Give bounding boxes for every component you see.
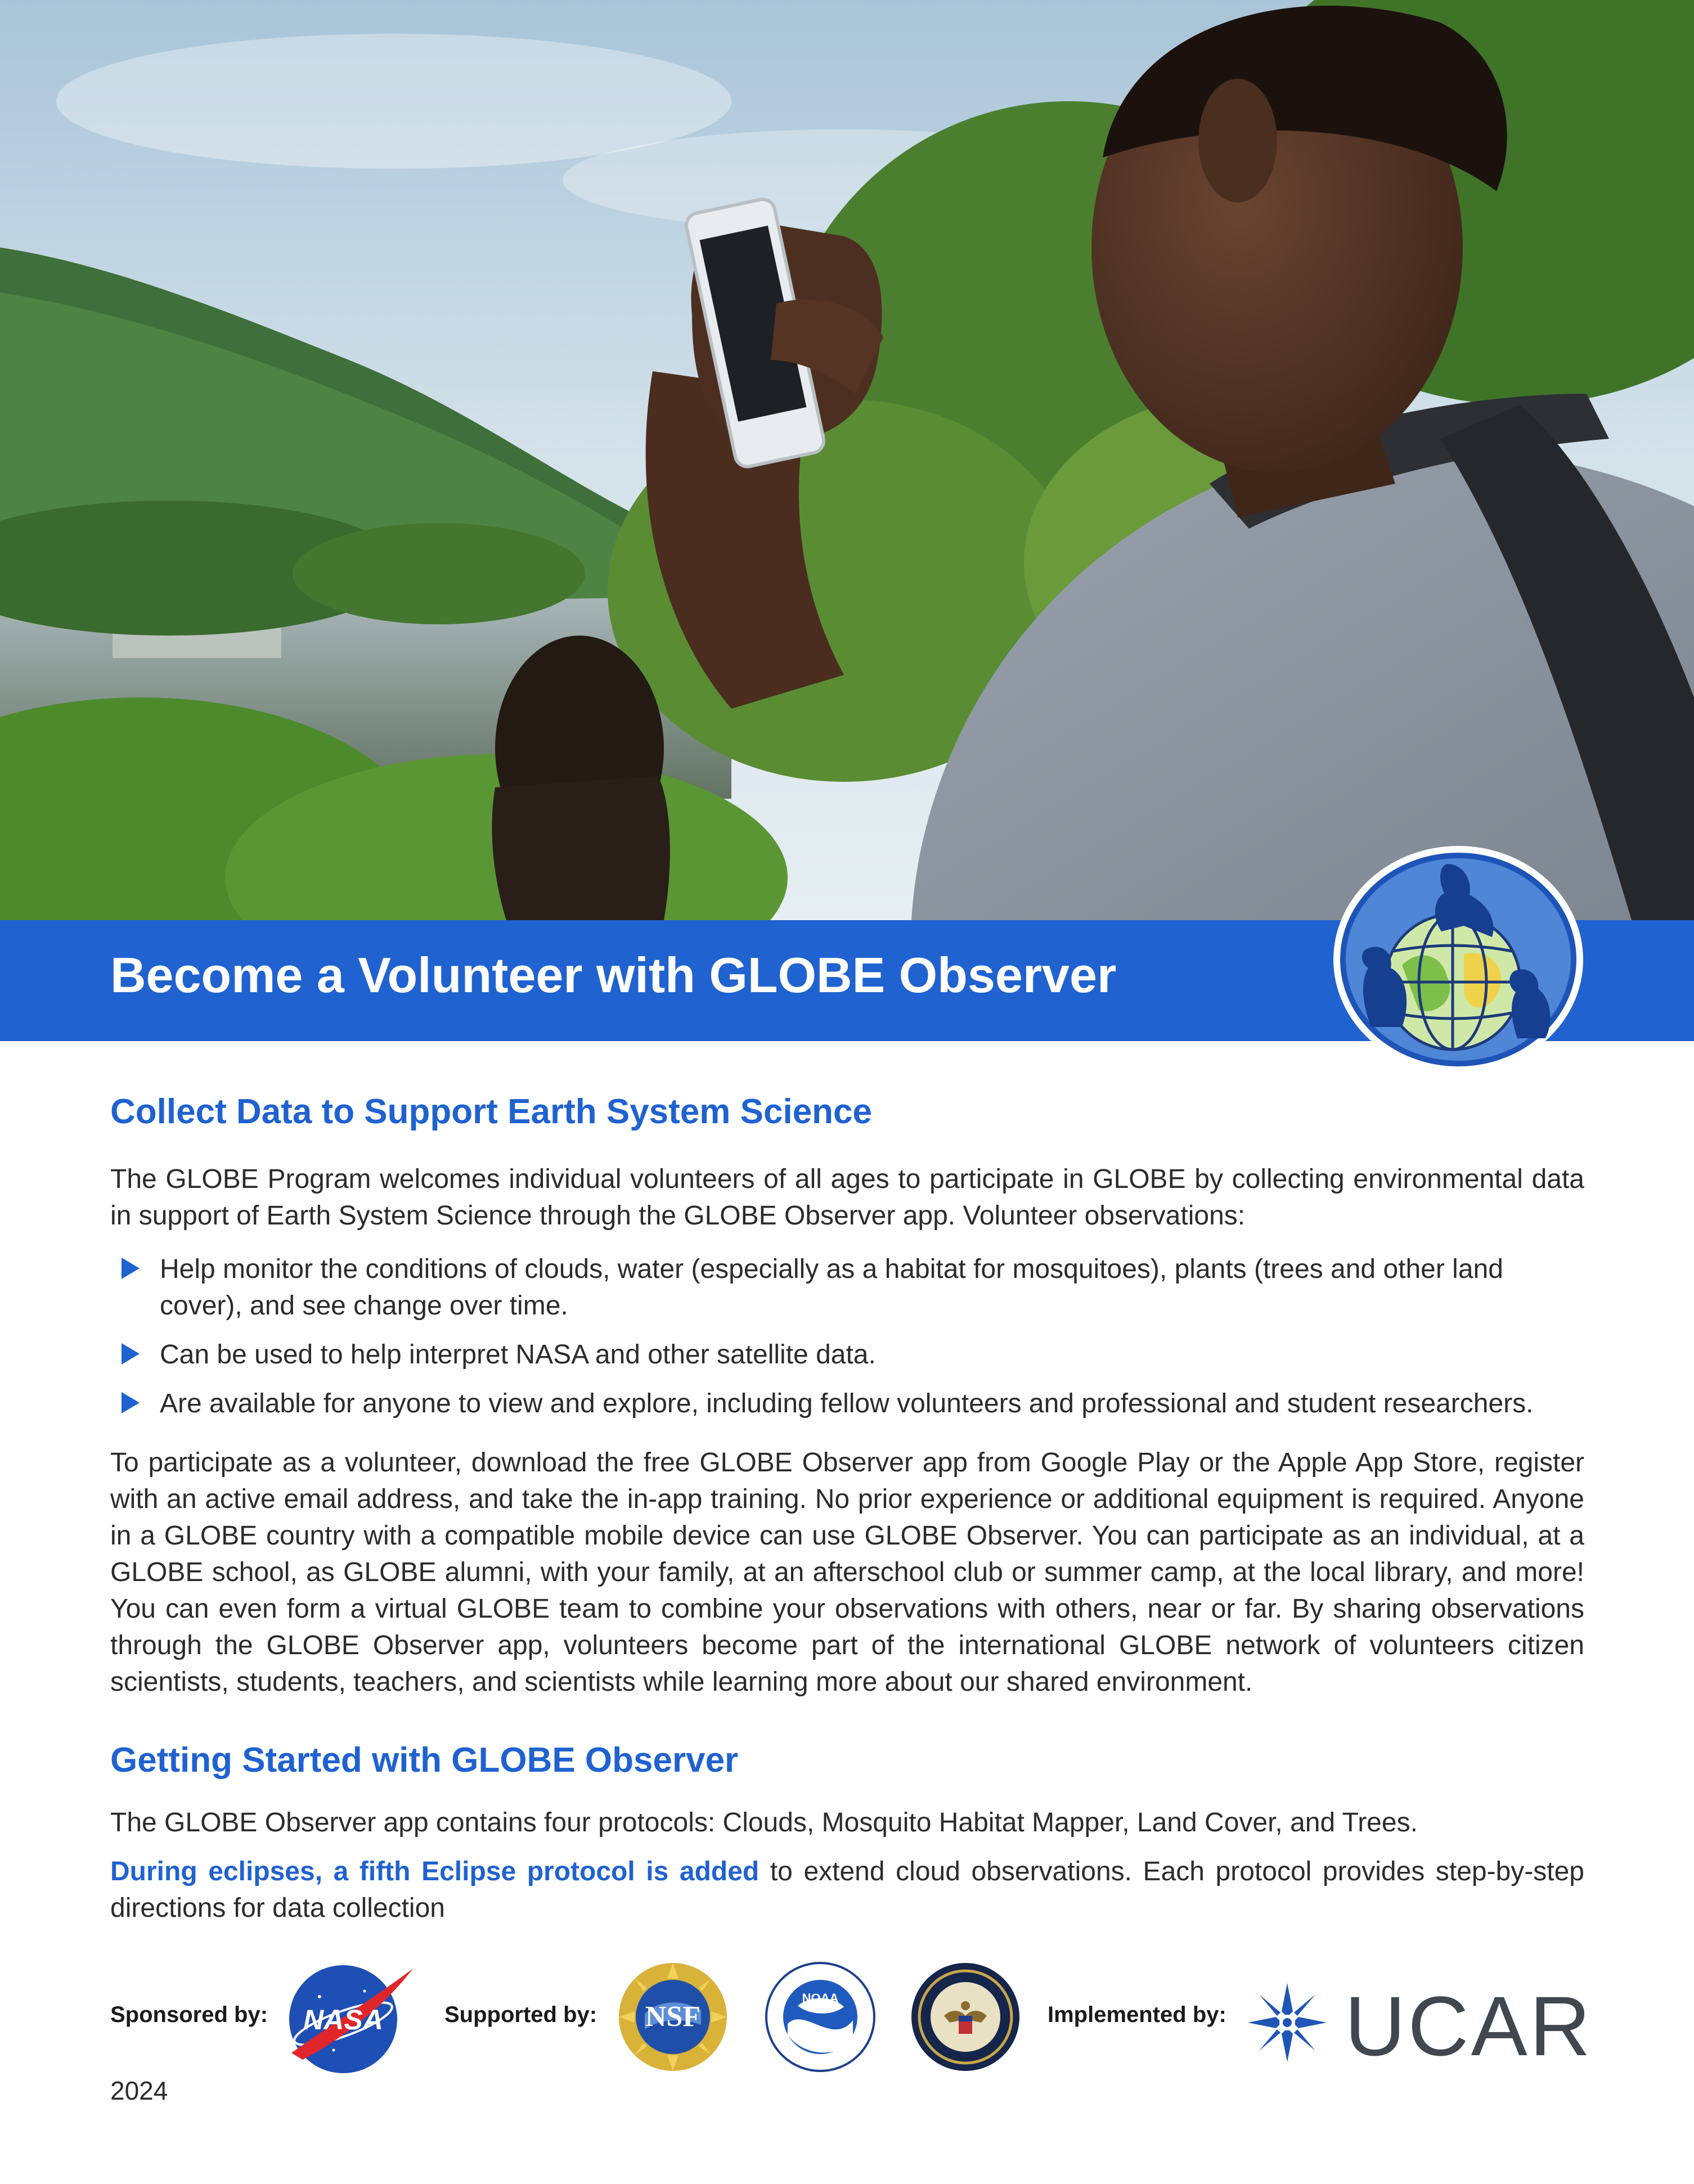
triangle-right-icon: [122, 1258, 140, 1279]
bullet-text: Can be used to help interpret NASA and other satellite data.: [160, 1340, 876, 1370]
section-heading-collect-data: Collect Data to Support Earth System Science: [110, 1092, 873, 1131]
supported-by-label: Supported by:: [444, 2002, 597, 2027]
nsf-logo-text: NSF: [645, 2001, 701, 2033]
eclipse-paragraph: [110, 1853, 1584, 1926]
nasa-logo: [280, 1957, 415, 2075]
section-heading-getting-started: Getting Started with GLOBE Observer: [110, 1741, 739, 1780]
observation-bullets: [110, 1251, 1584, 1422]
main-content: [110, 1091, 1584, 1926]
list-item: [110, 1385, 1584, 1422]
ucar-star-logo: [1248, 1983, 1327, 2062]
intro-paragraph: The GLOBE Program welcomes individual volunteers of all ages to participate in GLOBE by collecting environmental data in support of Earth System Science through the GLOBE Observer app. Volunteer observations:: [110, 1164, 1584, 1231]
sponsored-by-label: Sponsored by:: [110, 2002, 268, 2027]
ucar-wordmark: UCAR: [1345, 1979, 1593, 2073]
state-department-seal: [910, 1962, 1021, 2072]
bullet-text: Help monitor the conditions of clouds, water (especially as a habitat for mosquitoes), plants (trees and other land cover), and see change over time.: [160, 1254, 1503, 1321]
hero-illustration: [0, 0, 1694, 920]
triangle-right-icon: [122, 1343, 140, 1365]
list-item: [110, 1251, 1584, 1324]
list-item: [110, 1336, 1584, 1373]
nsf-logo: [618, 1962, 728, 2072]
publication-year: 2024: [110, 2076, 168, 2105]
protocols-paragraph: The GLOBE Observer app contains four protocols: Clouds, Mosquito Habitat Mapper, Land Cover, and Trees.: [110, 1807, 1418, 1838]
hero-photo: [0, 0, 1694, 920]
participate-paragraph: To participate as a volunteer, download the free GLOBE Observer app from Google Play or the Apple App Store, register with an active email address, and take the in-app training. No prior experience or additional equipment is required. Anyone in a GLOBE country with a compatible mobile device can use GLOBE Observer. You can participate as an individual, at a GLOBE school, as GLOBE alumni, with your family, at an afterschool club or summer camp, at the local library, and more! You can even form a virtual GLOBE team to combine your observations with others, near or far. By sharing observations through the GLOBE Observer app, volunteers become part of the international GLOBE network of volunteers citizen scientists, students, teachers, and scientists while learning more about our shared environment.: [110, 1448, 1584, 1697]
globe-observer-logo: [1329, 841, 1588, 1078]
noaa-logo-text: NOAA: [802, 1991, 839, 2005]
eclipse-rest: to extend cloud observations. Each protocol provides step-by-step directions for data collection: [110, 1856, 1585, 1923]
bullet-text: Are available for anyone to view and explore, including fellow volunteers and professional and student researchers.: [160, 1389, 1534, 1419]
triangle-right-icon: [122, 1392, 140, 1413]
eclipse-highlight: During eclipses, a fifth Eclipse protocol is added: [110, 1856, 760, 1886]
implemented-by-label: Implemented by:: [1048, 2002, 1226, 2027]
banner-title: Become a Volunteer with GLOBE Observer: [110, 947, 1117, 1003]
nasa-logo-text: NASA: [303, 2004, 383, 2036]
noaa-logo: [765, 1962, 875, 2072]
